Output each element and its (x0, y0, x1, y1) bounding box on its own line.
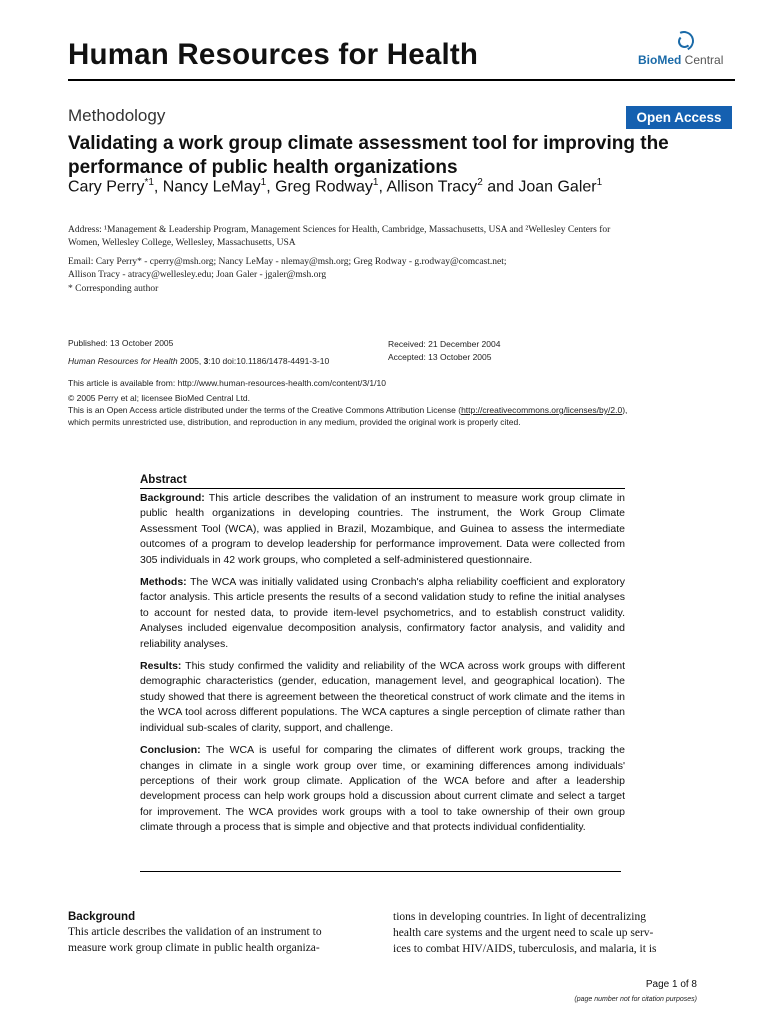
page-number: Page 1 of 8 (645, 979, 697, 990)
abstract-methods-label: Methods: (140, 576, 187, 589)
abstract-bottom-divider (140, 871, 621, 872)
body-line: ices to combat HIV/AIDS, tuberculosis, and malaria, it is (393, 943, 657, 955)
author-list (68, 177, 728, 196)
author-affiliation-mark: 2 (477, 177, 483, 188)
copyright-line: © 2005 Perry et al; licensee BioMed Central Ltd. (68, 393, 251, 403)
logo-central: Central (681, 53, 724, 67)
published-date: Published: 13 October 2005 (68, 338, 174, 348)
abstract-background-text: This article describes the validation of an instrument to measure work group climate in public health organizations in developing countries. The instrument, the Work Group Climate Assessment Tool (WCA), was applied in Brazil, Mozambique, and Guinea to assess the intermediate outcomes of a program to develop leadership for performance improvement. Data were collected from 305 individuals in 42 work groups, who completed a self-administered questionnaire. (140, 492, 625, 566)
citation-journal: Human Resources for Health (68, 356, 178, 366)
email-line[interactable]: Email: Cary Perry* - cperry@msh.org; Nancy LeMay - nlemay@msh.org; Greg Rodway - g.rodway@comcast.net; (68, 257, 507, 267)
header-divider (68, 79, 735, 81)
copyright-license (68, 392, 728, 428)
background-heading: Background (68, 911, 136, 923)
citation-year: 2005, (177, 356, 204, 366)
citation (68, 355, 329, 367)
author-separator: and (482, 178, 519, 196)
license-line: which permits unrestricted use, distribution, and reproduction in any medium, provided the original work is properly cited. (68, 417, 521, 427)
abstract-conclusion-text: The WCA is useful for comparing the climates of different work groups, tracking the changes in climate in a single work group over time, or examining differences among individuals' perceptions of their work group climate. Application of the WCA before and after a leadership development process can help work groups hold a discussion about current climate and select a target for improvement. The WCA provides work groups with a tool to take ownership of their own group climate through a process that is simple and objective and that protects individual confidentiality. (140, 744, 625, 834)
author-separator: , (378, 178, 387, 196)
abstract-conclusion (140, 743, 625, 835)
article-title-line: performance of public health organizations (68, 157, 458, 178)
section-label: Methodology (68, 106, 166, 125)
author-emails (68, 256, 688, 282)
author-affiliation-mark: *1 (144, 177, 154, 188)
article-url[interactable]: This article is available from: http://www.human-resources-health.com/content/3/1/10 (68, 378, 386, 388)
logo-text (638, 53, 723, 67)
author-affiliation-mark: 1 (372, 177, 379, 188)
license-link[interactable]: http://creativecommons.org/licenses/by/2.0 (461, 405, 623, 415)
author-name[interactable]: Allison Tracy (386, 178, 478, 196)
page-number-note: (page number not for citation purposes) (574, 996, 697, 1003)
corresponding-author-note: * Corresponding author (68, 284, 159, 294)
body-line: tions in developing countries. In light of decentralizing (393, 911, 646, 923)
body-line: health care systems and the urgent need to scale up serv- (393, 927, 654, 939)
license-text-end: ), (622, 405, 628, 415)
abstract-background-label: Background: (140, 492, 205, 504)
journal-title: Human Resources for Health (68, 38, 479, 71)
author-name[interactable]: Greg Rodway (275, 178, 373, 196)
abstract-results (140, 659, 625, 736)
biomed-central-logo[interactable] (637, 31, 737, 71)
abstract (140, 474, 625, 843)
abstract-background (140, 491, 625, 568)
author-name[interactable]: Nancy LeMay (162, 178, 261, 196)
author-name[interactable]: Joan Galer (518, 178, 597, 196)
author-affiliation-mark: 1 (596, 177, 603, 188)
abstract-methods (140, 575, 625, 652)
author-separator: , (153, 178, 163, 196)
abstract-heading: Abstract (140, 474, 187, 486)
author-affiliation-mark: 1 (260, 177, 267, 188)
body-line: This article describes the validation of an instrument to (68, 926, 322, 938)
article-title-line: Validating a work group climate assessment tool for improving the (68, 133, 669, 154)
address-line: Women, Wellesley College, Wellesley, Massachusetts, USA (68, 238, 296, 248)
email-line[interactable]: Allison Tracy - atracy@wellesley.edu; Joan Galer - jgaler@msh.org (68, 270, 327, 280)
abstract-methods-text: The WCA was initially validated using Cronbach's alpha reliability coefficient and exploratory factor analysis. This article presents the results of a second validation study to refine the initial analyses to account for nested data, to provide item-level psychometrics, and to establish construct validity. Analyses included eigenvalue decomposition analysis, confirmatory factor analysis, and validity and reliability analyses. (140, 576, 625, 650)
author-addresses (68, 224, 688, 250)
abstract-divider (140, 488, 625, 489)
author-separator: , (266, 178, 276, 196)
address-line: Address: ¹Management & Leadership Program, Management Sciences for Health, Cambridge, Massachusetts, USA and ²Wellesley Centers for (68, 225, 611, 235)
abstract-conclusion-label: Conclusion: (140, 744, 201, 757)
citation-doi[interactable]: :10 doi:10.1186/1478-4491-3-10 (208, 356, 330, 366)
body-column-left (68, 910, 371, 956)
received-date: Received: 21 December 2004 (388, 339, 501, 349)
logo-bio: BioMed (638, 53, 682, 67)
accepted-date: Accepted: 13 October 2005 (388, 352, 492, 362)
body-line: measure work group climate in public health organiza- (68, 942, 320, 954)
author-name[interactable]: Cary Perry (68, 178, 145, 196)
body-column-right (393, 909, 697, 957)
license-line (68, 404, 728, 416)
open-access-badge[interactable]: Open Access (626, 106, 732, 129)
article-title (68, 132, 728, 180)
abstract-results-label: Results: (140, 660, 182, 673)
abstract-results-text: This study confirmed the validity and reliability of the WCA across work groups with different demographic characteristics (gender, education, management level, and geographical location). The study showed that there is agreement between the theoretical construct of work climate and the items in the WCA tool across different populations. The WCA captures a single perception of climate rather than individual sub-scales of clarity, support, and challenge. (140, 660, 625, 734)
license-text: This is an Open Access article distributed under the terms of the Creative Commons Attribution License ( (68, 405, 462, 415)
biomed-central-logo-inner-icon (678, 35, 691, 48)
citation-volume: 3 (203, 356, 209, 366)
